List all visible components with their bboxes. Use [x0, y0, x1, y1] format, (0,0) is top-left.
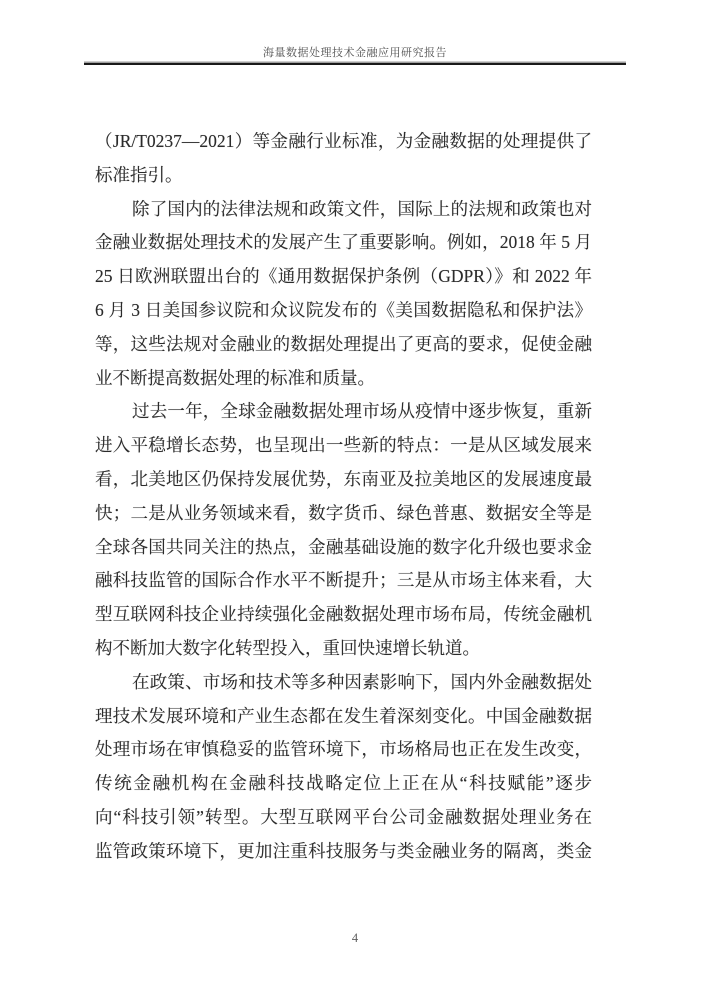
body-text-line: 除了国内的法律法规和政策文件，国际上的法规和政策也对: [132, 198, 592, 219]
body-text-line: 理技术发展环境和产业生态都在发生着深刻变化。中国金融数据: [95, 705, 592, 726]
body-text-line: （JR/T0237—2021）等金融行业标准，为金融数据的处理提供了: [95, 131, 592, 151]
body-text-line: 融科技监管的国际合作水平不断提升；三是从市场主体来看，大: [95, 570, 592, 591]
body-text-line: 过去一年，全球金融数据处理市场从疫情中逐步恢复，重新: [132, 401, 592, 422]
body-text-line: 监管政策环境下，更加注重科技服务与类金融业务的隔离，类金: [95, 840, 592, 861]
header-title: 海量数据处理技术金融应用研究报告: [263, 47, 447, 59]
body-text-line: 构不断加大数字化转型投入，重回快速增长轨道。: [95, 637, 480, 658]
body-text-line: 处理市场在审慎稳妥的监管环境下，市场格局也正在发生改变，: [95, 739, 592, 760]
body-text: [95, 125, 592, 869]
body-text-line: 业不断提高数据处理的标准和质量。: [95, 367, 375, 388]
body-text-line: 型互联网科技企业持续强化金融数据处理市场布局，传统金融机: [95, 604, 592, 625]
body-text-line: 6 月 3 日美国参议院和众议院发布的《美国数据隐私和保护法》: [95, 299, 592, 320]
body-text-line: 标准指引。: [95, 164, 183, 185]
body-text-line: 向“科技引领”转型。大型互联网平台公司金融数据处理业务在: [95, 806, 592, 827]
body-text-line: 进入平稳增长态势，也呈现出一些新的特点：一是从区域发展来: [95, 435, 592, 456]
body-text-line: 25 日欧洲联盟出台的《通用数据保护条例（GDPR）》和 2022 年: [95, 266, 592, 287]
body-text-line: 在政策、市场和技术等多种因素影响下，国内外金融数据处: [132, 671, 592, 692]
body-text-line: 看，北美地区仍保持发展优势，东南亚及拉美地区的发展速度最: [95, 468, 592, 489]
body-text-line: 传统金融机构在金融科技战略定位上正在从“科技赋能”逐步: [95, 773, 592, 794]
body-text-line: 金融业数据处理技术的发展产生了重要影响。例如，2018 年 5 月: [95, 232, 592, 253]
body-text-line: 快；二是从业务领域来看，数字货币、绿色普惠、数据安全等是: [95, 502, 592, 523]
page-number: 4: [351, 931, 359, 945]
body-text-line: 全球各国共同关注的热点，金融基础设施的数字化升级也要求金: [95, 536, 592, 557]
body-text-line: 等，这些法规对金融业的数据处理提出了更高的要求，促使金融: [95, 333, 592, 354]
header-rule: [84, 63, 626, 65]
